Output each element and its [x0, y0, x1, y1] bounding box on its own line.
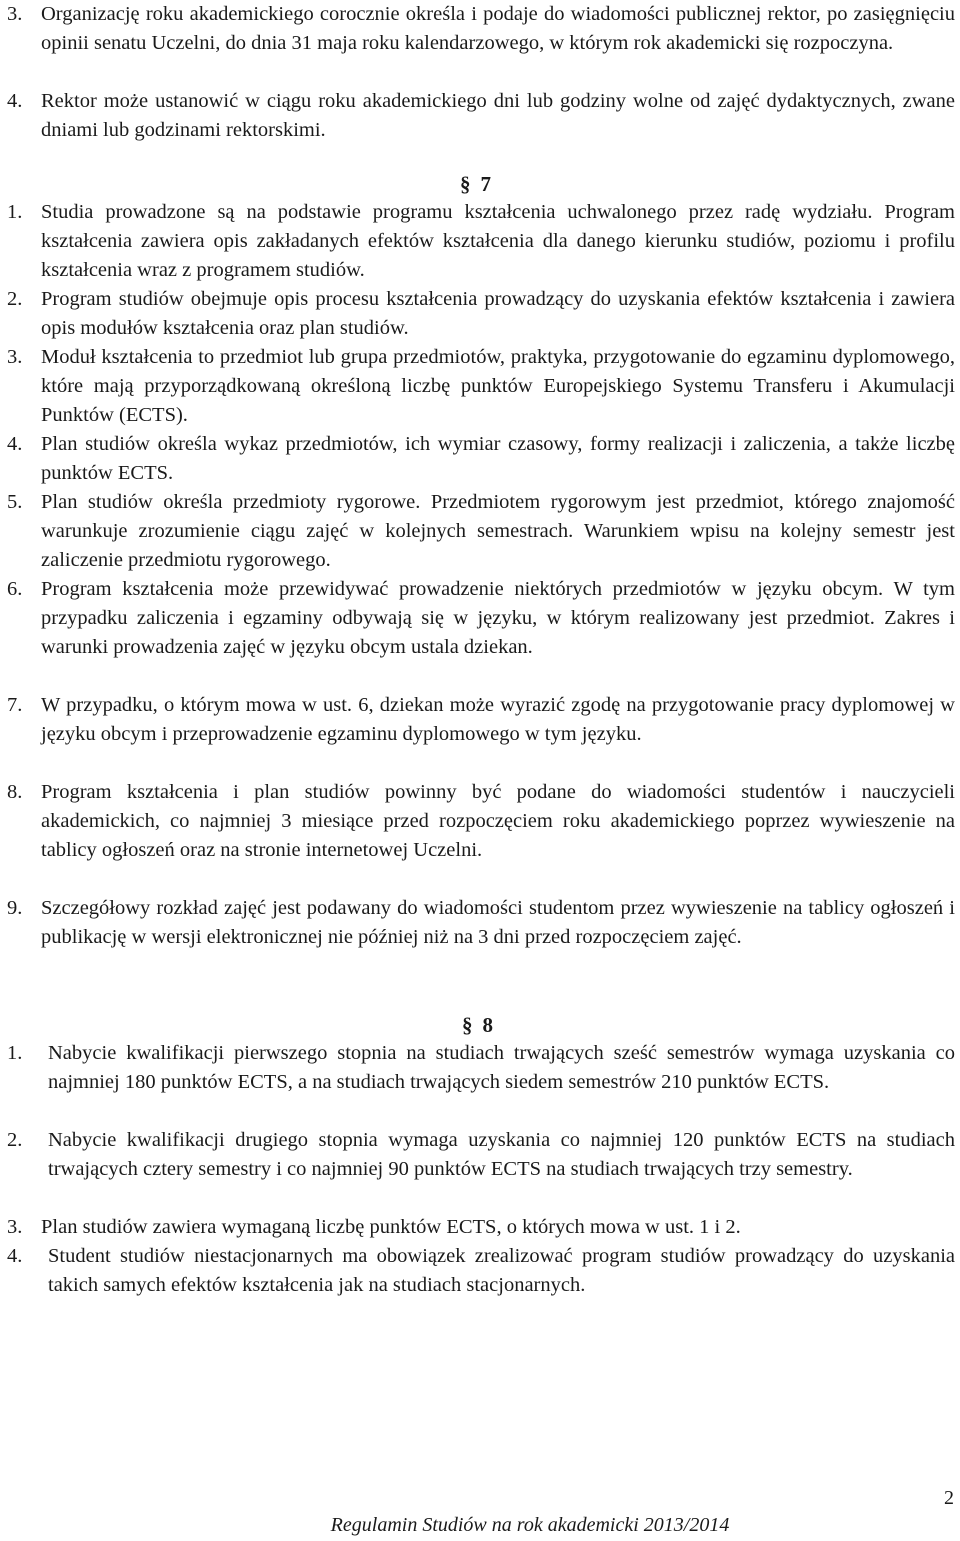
item-text: Studia prowadzone są na podstawie programu kształcenia uchwalonego przez radę wydziału. Program kształcenia zawiera opis zakładanych efektów kształcenia dla danego kierunku studiów, poziomu i profilu kształcenia wraz z programem studiów. — [41, 201, 955, 281]
paragraph-item — [7, 488, 955, 575]
item-number: 7. — [7, 694, 23, 716]
item-text: Plan studiów określa przedmioty rygorowe. Przedmiotem rygorowym jest przedmiot, którego znajomość warunkuje zrozumienie ciągu zajęć w kolejnych semestrach. Warunkiem wpisu na kolejny semestr jest zaliczenie przedmiotu rygorowego. — [41, 491, 955, 571]
item-text: W przypadku, o którym mowa w ust. 6, dziekan może wyrazić zgodę na przygotowanie pracy dyplomowej w języku obcym i przeprowadzenie egzaminu dyplomowego w tym języku. — [41, 694, 955, 745]
item-number: 6. — [7, 578, 23, 600]
paragraph-item — [7, 575, 955, 662]
paragraph-item — [7, 285, 955, 343]
paragraph-item — [7, 778, 955, 865]
item-number: 3. — [7, 1216, 23, 1238]
item-text: Szczegółowy rozkład zajęć jest podawany do wiadomości studentom przez wywieszenie na tablicy ogłoszeń i publikację w wersji elektronicznej nie później niż na 3 dni przed rozpoczęciem zajęć. — [41, 897, 955, 948]
item-number: 1. — [7, 1042, 23, 1064]
paragraph-item — [7, 430, 955, 488]
paragraph-item — [7, 0, 955, 58]
item-text: Program studiów obejmuje opis procesu kształcenia prowadzący do uzyskania efektów kształcenia i zawiera opis modułów kształcenia oraz plan studiów. — [41, 288, 955, 339]
item-text: Moduł kształcenia to przedmiot lub grupa przedmiotów, praktyka, przygotowanie do egzaminu dyplomowego, które mają przyporządkowaną określoną liczbę punktów Europejskiego Systemu Transferu i Akumulacji Punktów (ECTS). — [41, 346, 955, 426]
item-number: 9. — [7, 897, 23, 919]
item-text: Rektor może ustanowić w ciągu roku akademickiego dni lub godziny wolne od zajęć dydaktycznych, zwane dniami lub godzinami rektorskimi. — [41, 90, 955, 141]
item-text: Plan studiów zawiera wymaganą liczbę punktów ECTS, o których mowa w ust. 1 i 2. — [41, 1216, 741, 1238]
item-number: 1. — [7, 201, 23, 223]
page-footer: Regulamin Studiów na rok akademicki 2013/2014 — [330, 1514, 730, 1536]
item-number: 4. — [7, 433, 23, 455]
paragraph-item — [7, 894, 955, 952]
paragraph-item — [7, 343, 955, 430]
item-number: 8. — [7, 781, 23, 803]
item-text: Program kształcenia i plan studiów powinny być podane do wiadomości studentów i nauczycieli akademickich, co najmniej 3 miesiące przed rozpoczęciem roku akademickiego poprzez wywieszenie na tablicy ogłoszeń oraz na stronie internetowej Uczelni. — [41, 781, 955, 861]
item-number: 3. — [7, 3, 23, 25]
section-sign: § — [460, 172, 471, 196]
item-text: Student studiów niestacjonarnych ma obowiązek zrealizować program studiów prowadzący do uzyskania takich samych efektów kształcenia jak na studiach stacjonarnych. — [48, 1245, 955, 1296]
paragraph-item — [7, 1039, 955, 1097]
item-number: 4. — [7, 1245, 23, 1267]
item-number: 2. — [7, 1129, 23, 1151]
item-text: Nabycie kwalifikacji drugiego stopnia wymaga uzyskania co najmniej 120 punktów ECTS na studiach trwających cztery semestry i co najmniej 90 punktów ECTS na studiach trwających trzy semestry. — [48, 1129, 955, 1180]
paragraph-item — [7, 87, 955, 145]
item-number: 2. — [7, 288, 23, 310]
section-heading-7 — [460, 170, 491, 198]
section-number: 7 — [480, 172, 491, 196]
item-text: Program kształcenia może przewidywać prowadzenie niektórych przedmiotów w języku obcym. W tym przypadku zaliczenia i egzaminy odbywają się w języku, w którym realizowany jest przedmiot. Zakres i warunki prowadzenia zajęć w języku obcym ustala dziekan. — [41, 578, 955, 658]
item-number: 3. — [7, 346, 23, 368]
item-number: 4. — [7, 90, 23, 112]
page-number: 2 — [944, 1487, 954, 1509]
section-heading-8 — [462, 1011, 493, 1039]
paragraph-item — [7, 198, 955, 285]
paragraph-item — [7, 691, 955, 749]
paragraph-item — [7, 1242, 955, 1300]
paragraph-item — [7, 1213, 955, 1242]
item-text: Plan studiów określa wykaz przedmiotów, ich wymiar czasowy, formy realizacji i zaliczenia, a także liczbę punktów ECTS. — [41, 433, 955, 484]
item-text: Organizację roku akademickiego corocznie określa i podaje do wiadomości publicznej rektor, po zasięgnięciu opinii senatu Uczelni, do dnia 31 maja roku kalendarzowego, w którym rok akademicki się rozpoczyna. — [41, 3, 955, 54]
paragraph-item — [7, 1126, 955, 1184]
item-text: Nabycie kwalifikacji pierwszego stopnia na studiach trwających sześć semestrów wymaga uzyskania co najmniej 180 punktów ECTS, a na studiach trwających siedem semestrów 210 punktów ECTS. — [48, 1042, 955, 1093]
item-number: 5. — [7, 491, 23, 513]
section-number: 8 — [482, 1013, 493, 1037]
section-sign: § — [462, 1013, 473, 1037]
